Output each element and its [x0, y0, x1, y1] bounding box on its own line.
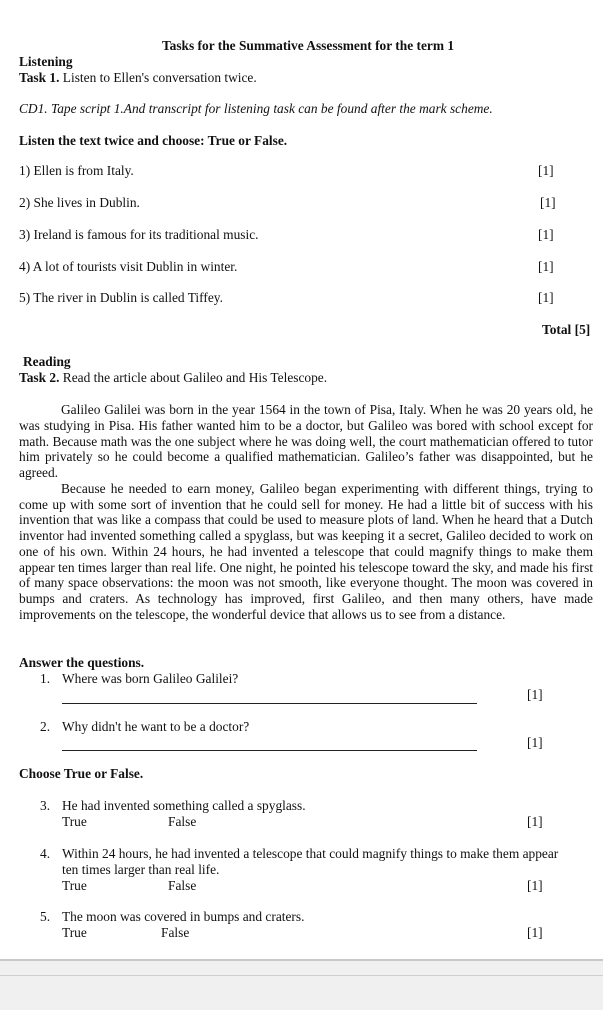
- listening-item: 3) Ireland is famous for its traditional music.: [19, 227, 259, 242]
- question-text: Within 24 hours, he had invented a telescope that could magnify things to make them appear: [62, 846, 559, 861]
- page-bottom-bar: [0, 959, 603, 1010]
- cd-note: CD1. Tape script 1.And transcript for listening task can be found after the mark scheme.: [19, 101, 493, 116]
- false-option[interactable]: False: [161, 925, 190, 940]
- mark: [1]: [527, 687, 543, 702]
- listening-item: 2) She lives in Dublin.: [19, 195, 140, 210]
- mark: [1]: [527, 878, 543, 893]
- page-title: Tasks for the Summative Assessment for the term 1: [161, 38, 455, 53]
- question-text: The moon was covered in bumps and craters.: [62, 909, 305, 924]
- listening-heading: Listening: [19, 54, 73, 69]
- mark: [1]: [538, 290, 554, 305]
- true-option[interactable]: True: [62, 878, 87, 893]
- task-1-text: Listen to Ellen's conversation twice.: [59, 70, 257, 85]
- question-number: 4.: [40, 846, 51, 861]
- task-2-label: Task 2.: [19, 370, 60, 385]
- article-paragraph: Galileo Galilei was born in the year 1564 in the town of Pisa, Italy. When he was 20 years old, he was studying in Pisa. His father wanted him to be a doctor, but Galileo was bored with school except for math. Because math was the one subject where he was doing well, the court mathematician offered to tutor him privately so he could become a qualified mathematician. Galileo’s father was disappointed, but he agreed.: [19, 402, 593, 480]
- answer-line[interactable]: [62, 703, 477, 704]
- questions-heading: Answer the questions.: [19, 655, 145, 670]
- mark: [1]: [538, 259, 554, 274]
- mark: [1]: [540, 195, 556, 210]
- article-paragraph: Because he needed to earn money, Galileo began experimenting with different things, trying to come up with some sort of invention that he could sell for money. He had a little bit of success with his invention that was like a compass that could be used to measure plots of land. When he heard that a Dutch inventor had invented something called a spyglass, but was keeping it a secret, Galileo decided to work on one of his own. Within 24 hours, he had invented a telescope that could magnify things to make them appear ten times larger than real life. One night, he pointed his telescope toward the sky, and made his first of many space observations: the moon was not smooth, like everyone thought. The moon was covered in bumps and craters. As technology has improved, first Galileo, and then many others, have made improvements on the telescope, the wonderful device that allows us to see from a distance.: [19, 480, 593, 622]
- article: [19, 402, 593, 623]
- task-2-line: [19, 370, 327, 386]
- listening-instruction: Listen the text twice and choose: True or False.: [19, 133, 288, 148]
- question-number: 5.: [40, 909, 51, 924]
- true-false-heading: Choose True or False.: [19, 766, 144, 781]
- question-text: Why didn't he want to be a doctor?: [62, 719, 250, 734]
- mark: [1]: [538, 163, 554, 178]
- page-divider: [0, 975, 603, 976]
- question-number: 3.: [40, 798, 51, 813]
- mark: [1]: [538, 227, 554, 242]
- question-text: He had invented something called a spyglass.: [62, 798, 306, 813]
- task-1-label: Task 1.: [19, 70, 60, 85]
- listening-item: 5) The river in Dublin is called Tiffey.: [19, 290, 223, 305]
- mark: [1]: [527, 814, 543, 829]
- task-2-text: Read the article about Galileo and His Telescope.: [59, 370, 328, 385]
- listening-item: 4) A lot of tourists visit Dublin in winter.: [19, 259, 238, 274]
- mark: [1]: [527, 735, 543, 750]
- reading-heading: Reading: [23, 354, 71, 369]
- false-option[interactable]: False: [168, 814, 197, 829]
- task-1-line: [19, 70, 257, 86]
- answer-line[interactable]: [62, 750, 477, 751]
- true-option[interactable]: True: [62, 814, 87, 829]
- question-number: 1.: [40, 671, 51, 686]
- listening-item: 1) Ellen is from Italy.: [19, 163, 134, 178]
- listening-total: Total [5]: [542, 322, 591, 337]
- question-text-cont: ten times larger than real life.: [62, 862, 220, 877]
- question-number: 2.: [40, 719, 51, 734]
- question-text: Where was born Galileo Galilei?: [62, 671, 239, 686]
- false-option[interactable]: False: [168, 878, 197, 893]
- mark: [1]: [527, 925, 543, 940]
- true-option[interactable]: True: [62, 925, 87, 940]
